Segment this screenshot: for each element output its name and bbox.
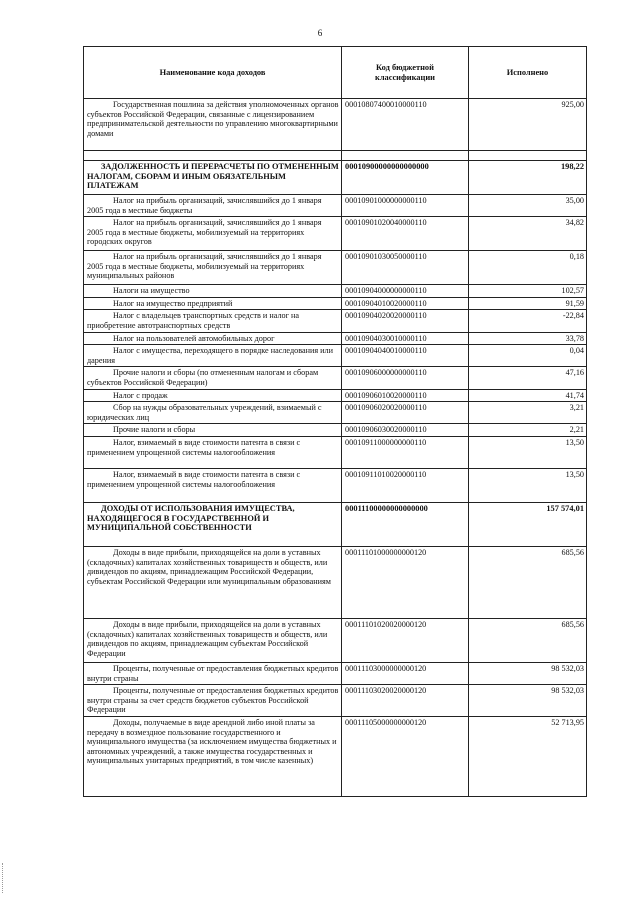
row-name: Проценты, полученные от предоставления бюджетных кредитов внутри страны за счет средств бюджетов субъектов Российской Федерации bbox=[84, 685, 342, 717]
table-row bbox=[84, 618, 587, 662]
row-code: 00010904030010000110 bbox=[342, 332, 469, 345]
row-executed: 13,50 bbox=[469, 468, 587, 502]
row-code bbox=[342, 151, 469, 161]
row-executed bbox=[469, 151, 587, 161]
table-row bbox=[84, 345, 587, 367]
table-row bbox=[84, 389, 587, 402]
table-row bbox=[84, 332, 587, 345]
margin-marks bbox=[2, 863, 7, 893]
table-row bbox=[84, 151, 587, 161]
row-code: 00010906030020000110 bbox=[342, 424, 469, 437]
row-executed: 13,50 bbox=[469, 436, 587, 468]
row-code: 00011101000000000120 bbox=[342, 546, 469, 618]
row-executed: 47,16 bbox=[469, 367, 587, 389]
row-code: 00010911000000000110 bbox=[342, 436, 469, 468]
row-executed: 98 532,03 bbox=[469, 662, 587, 684]
table-row bbox=[84, 367, 587, 389]
row-name: Сбор на нужды образовательных учреждений, взимаемый с юридических лиц bbox=[84, 402, 342, 424]
row-code: 00011105000000000120 bbox=[342, 717, 469, 797]
table-row bbox=[84, 285, 587, 298]
row-code: 00010904020020000110 bbox=[342, 310, 469, 332]
header-executed: Исполнено bbox=[469, 47, 587, 99]
row-name: Прочие налоги и сборы (по отмененным налогам и сборам субъектов Российской Федерации) bbox=[84, 367, 342, 389]
revenue-table bbox=[83, 46, 587, 797]
row-code: 00010901030050000110 bbox=[342, 251, 469, 285]
row-executed: -22,84 bbox=[469, 310, 587, 332]
row-name: Налог на прибыль организаций, зачислявшийся до 1 января 2005 года в местные бюджеты, мобилизуемый на территориях муниципальных районов bbox=[84, 251, 342, 285]
row-code: 00010807400010000110 bbox=[342, 99, 469, 151]
table-row bbox=[84, 717, 587, 797]
row-name: Прочие налоги и сборы bbox=[84, 424, 342, 437]
row-name: Налог на пользователей автомобильных дорог bbox=[84, 332, 342, 345]
row-code: 00010904000000000110 bbox=[342, 285, 469, 298]
table-row bbox=[84, 251, 587, 285]
row-executed: 925,00 bbox=[469, 99, 587, 151]
row-code: 00011103000000000120 bbox=[342, 662, 469, 684]
page-number: 6 bbox=[317, 28, 323, 38]
table-body bbox=[84, 99, 587, 797]
table-row bbox=[84, 297, 587, 310]
table-row bbox=[84, 402, 587, 424]
row-name: Налоги на имущество bbox=[84, 285, 342, 298]
row-name: Налог, взимаемый в виде стоимости патента в связи с применением упрощенной системы налогообложения bbox=[84, 436, 342, 468]
table-row bbox=[84, 502, 587, 546]
row-executed: 685,56 bbox=[469, 618, 587, 662]
table-row bbox=[84, 99, 587, 151]
row-executed: 91,59 bbox=[469, 297, 587, 310]
row-executed: 35,00 bbox=[469, 195, 587, 217]
row-executed: 52 713,95 bbox=[469, 717, 587, 797]
table-row bbox=[84, 685, 587, 717]
table-row bbox=[84, 310, 587, 332]
row-name: Государственная пошлина за действия уполномоченных органов субъектов Российской Федерации, связанные с лицензированием предпринимательской деятельности по управлению многоквартирными домами bbox=[84, 99, 342, 151]
row-executed: 34,82 bbox=[469, 217, 587, 251]
row-code: 00010906010020000110 bbox=[342, 389, 469, 402]
row-executed: 98 532,03 bbox=[469, 685, 587, 717]
row-code: 00010904040010000110 bbox=[342, 345, 469, 367]
table-row bbox=[84, 468, 587, 502]
row-name: Налог с имущества, переходящего в порядке наследования или дарения bbox=[84, 345, 342, 367]
table-row bbox=[84, 195, 587, 217]
table-header-row bbox=[84, 47, 587, 99]
row-executed: 41,74 bbox=[469, 389, 587, 402]
row-code: 00010901000000000110 bbox=[342, 195, 469, 217]
row-code: 00010901020040000110 bbox=[342, 217, 469, 251]
header-code: Код бюджетной классификации bbox=[342, 47, 469, 99]
row-name: ДОХОДЫ ОТ ИСПОЛЬЗОВАНИЯ ИМУЩЕСТВА, НАХОДЯЩЕГОСЯ В ГОСУДАРСТВЕННОЙ И МУНИЦИПАЛЬНОЙ СОБСТВЕННОСТИ bbox=[84, 502, 342, 546]
row-name: Проценты, полученные от предоставления бюджетных кредитов внутри страны bbox=[84, 662, 342, 684]
row-name: Налог на прибыль организаций, зачислявшийся до 1 января 2005 года в местные бюджеты bbox=[84, 195, 342, 217]
row-name bbox=[84, 151, 342, 161]
row-code: 00010906000000000110 bbox=[342, 367, 469, 389]
table-row bbox=[84, 217, 587, 251]
row-executed: 2,21 bbox=[469, 424, 587, 437]
row-name: Налог, взимаемый в виде стоимости патента в связи с применением упрощенной системы налогообложения bbox=[84, 468, 342, 502]
table-row bbox=[84, 546, 587, 618]
table-row bbox=[84, 662, 587, 684]
row-code: 00011100000000000000 bbox=[342, 502, 469, 546]
row-name: Налог на имущество предприятий bbox=[84, 297, 342, 310]
row-name: ЗАДОЛЖЕННОСТЬ И ПЕРЕРАСЧЕТЫ ПО ОТМЕНЕННЫМ НАЛОГАМ, СБОРАМ И ИНЫМ ОБЯЗАТЕЛЬНЫМ ПЛАТЕЖАМ bbox=[84, 161, 342, 195]
row-executed: 3,21 bbox=[469, 402, 587, 424]
table-row bbox=[84, 161, 587, 195]
header-name: Наименование кода доходов bbox=[84, 47, 342, 99]
row-name: Налог с продаж bbox=[84, 389, 342, 402]
table-row bbox=[84, 436, 587, 468]
row-code: 00010900000000000000 bbox=[342, 161, 469, 195]
row-executed: 102,57 bbox=[469, 285, 587, 298]
row-executed: 0,04 bbox=[469, 345, 587, 367]
row-code: 00010911010020000110 bbox=[342, 468, 469, 502]
row-executed: 198,22 bbox=[469, 161, 587, 195]
row-code: 00010906020020000110 bbox=[342, 402, 469, 424]
row-executed: 157 574,01 bbox=[469, 502, 587, 546]
row-name: Доходы в виде прибыли, приходящейся на доли в уставных (складочных) капиталах хозяйственных товариществ и обществ, или дивидендов по акциям, принадлежащим субъектам Российской Федерации bbox=[84, 618, 342, 662]
row-name: Налог с владельцев транспортных средств и налог на приобретение автотранспортных средств bbox=[84, 310, 342, 332]
row-executed: 685,56 bbox=[469, 546, 587, 618]
row-code: 00011103020020000120 bbox=[342, 685, 469, 717]
row-code: 00010904010020000110 bbox=[342, 297, 469, 310]
row-name: Доходы, получаемые в виде арендной либо иной платы за передачу в возмездное пользование государственного и муниципального имущества (за исключением имущества бюджетных и автономных учреждений, а также имущества государственных и муниципальных унитарных предприятий, в том числе казенных) bbox=[84, 717, 342, 797]
row-name: Доходы в виде прибыли, приходящейся на доли в уставных (складочных) капиталах хозяйственных товариществ и обществ, или дивидендов по акциям, принадлежащим Российской Федерации, субъектам Российской Федерации или муниципальным образованиям bbox=[84, 546, 342, 618]
row-name: Налог на прибыль организаций, зачислявшийся до 1 января 2005 года в местные бюджеты, мобилизуемый на территориях городских округов bbox=[84, 217, 342, 251]
table-row bbox=[84, 424, 587, 437]
row-executed: 33,78 bbox=[469, 332, 587, 345]
row-code: 00011101020020000120 bbox=[342, 618, 469, 662]
row-executed: 0,18 bbox=[469, 251, 587, 285]
